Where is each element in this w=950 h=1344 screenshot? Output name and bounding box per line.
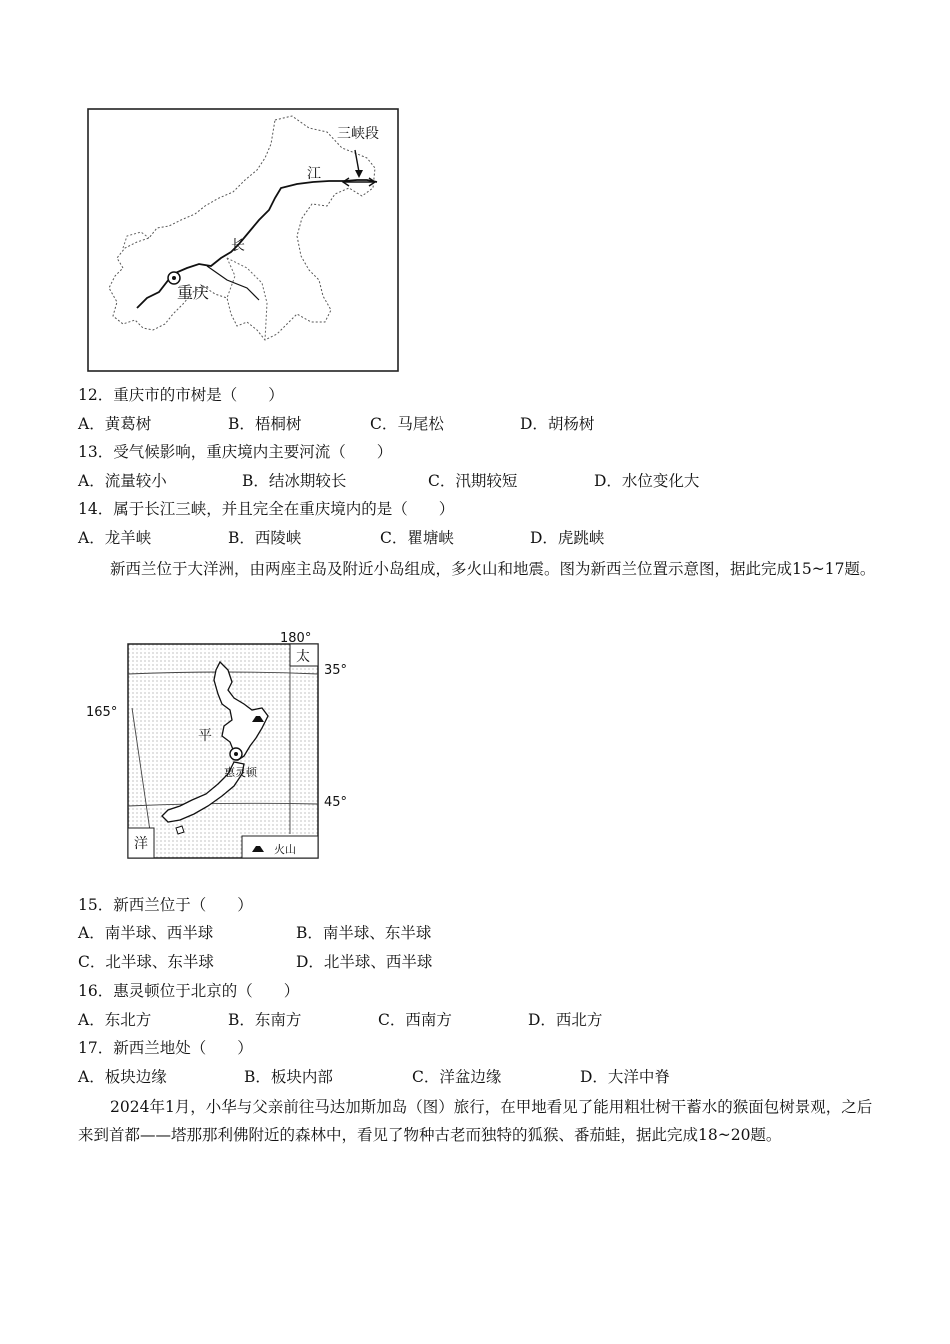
q14-stem: 14．属于长江三峡，并且完全在重庆境内的是（ ） xyxy=(78,500,455,518)
intro-new-zealand: 新西兰位于大洋洲，由两座主岛及附近小岛组成，多火山和地震。图为新西兰位置示意图，据此完成15~17题。 xyxy=(110,560,876,578)
q12-option-a: A．黄葛树 xyxy=(78,415,152,433)
q16-option-d: D．西北方 xyxy=(528,1011,603,1029)
q15-option-b: B．南半球、东半球 xyxy=(296,924,432,942)
q13-option-d: D．水位变化大 xyxy=(594,472,700,490)
q15-option-c: C．北半球、东半球 xyxy=(78,953,214,971)
label-tai: 太 xyxy=(296,649,310,665)
intro-madagascar: 2024年1月，小华与父亲前往马达加斯加岛（图）旅行，在甲地看见了能用粗壮树干蓄水的猴面包树景观，之后来到首都——塔那那利佛附近的森林中，看见了物种古老而独特的狐猴、番茄蛙，据此完成18~20题。 xyxy=(78,1098,873,1144)
chongqing-map xyxy=(87,108,399,372)
label-sanxia: 三峡段 xyxy=(337,126,379,142)
label-yang: 洋 xyxy=(134,836,148,852)
q16-option-c: C．西南方 xyxy=(378,1011,452,1029)
q16-option-b: B．东南方 xyxy=(228,1011,302,1029)
q13-option-b: B．结冰期较长 xyxy=(242,472,347,490)
q13-stem: 13．受气候影响，重庆境内主要河流（ ） xyxy=(78,443,393,461)
q17-option-d: D．大洋中脊 xyxy=(580,1068,670,1086)
q15-option-d: D．北半球、西半球 xyxy=(296,953,433,971)
q17-stem: 17．新西兰地处（ ） xyxy=(78,1039,253,1057)
label-chongqing: 重庆 xyxy=(177,283,210,302)
label-wellington: 惠灵顿 xyxy=(224,766,257,779)
new-zealand-map xyxy=(84,624,364,862)
q13-option-a: A．流量较小 xyxy=(78,472,167,490)
q16-option-a: A．东北方 xyxy=(78,1011,152,1029)
label-jiang: 江 xyxy=(307,166,321,182)
q15-stem: 15．新西兰位于（ ） xyxy=(78,896,253,914)
q17-option-c: C．洋盆边缘 xyxy=(412,1068,502,1086)
q12-option-d: D．胡杨树 xyxy=(520,415,595,433)
label-lat-45: 45° xyxy=(324,795,348,810)
q14-option-a: A．龙羊峡 xyxy=(78,529,152,547)
q13-option-c: C．汛期较短 xyxy=(428,472,518,490)
q14-option-c: C．瞿塘峡 xyxy=(380,529,454,547)
label-lon-180: 180° xyxy=(280,631,312,646)
q12-option-b: B．梧桐树 xyxy=(228,415,302,433)
q17-option-b: B．板块内部 xyxy=(244,1068,333,1086)
q14-option-d: D．虎跳峡 xyxy=(530,529,605,547)
q15-option-a: A．南半球、西半球 xyxy=(78,924,214,942)
label-lon-165: 165° xyxy=(86,705,118,720)
q12-stem: 12．重庆市的市树是（ ） xyxy=(78,386,284,404)
label-chang: 长 xyxy=(231,238,245,254)
label-lat-35: 35° xyxy=(324,663,348,678)
q16-stem: 16．惠灵顿位于北京的（ ） xyxy=(78,982,300,1000)
q12-option-c: C．马尾松 xyxy=(370,415,444,433)
q17-option-a: A．板块边缘 xyxy=(78,1068,167,1086)
q14-option-b: B．西陵峡 xyxy=(228,529,302,547)
label-ping: 平 xyxy=(198,728,212,744)
legend-volcano-label: 火山 xyxy=(274,843,296,856)
